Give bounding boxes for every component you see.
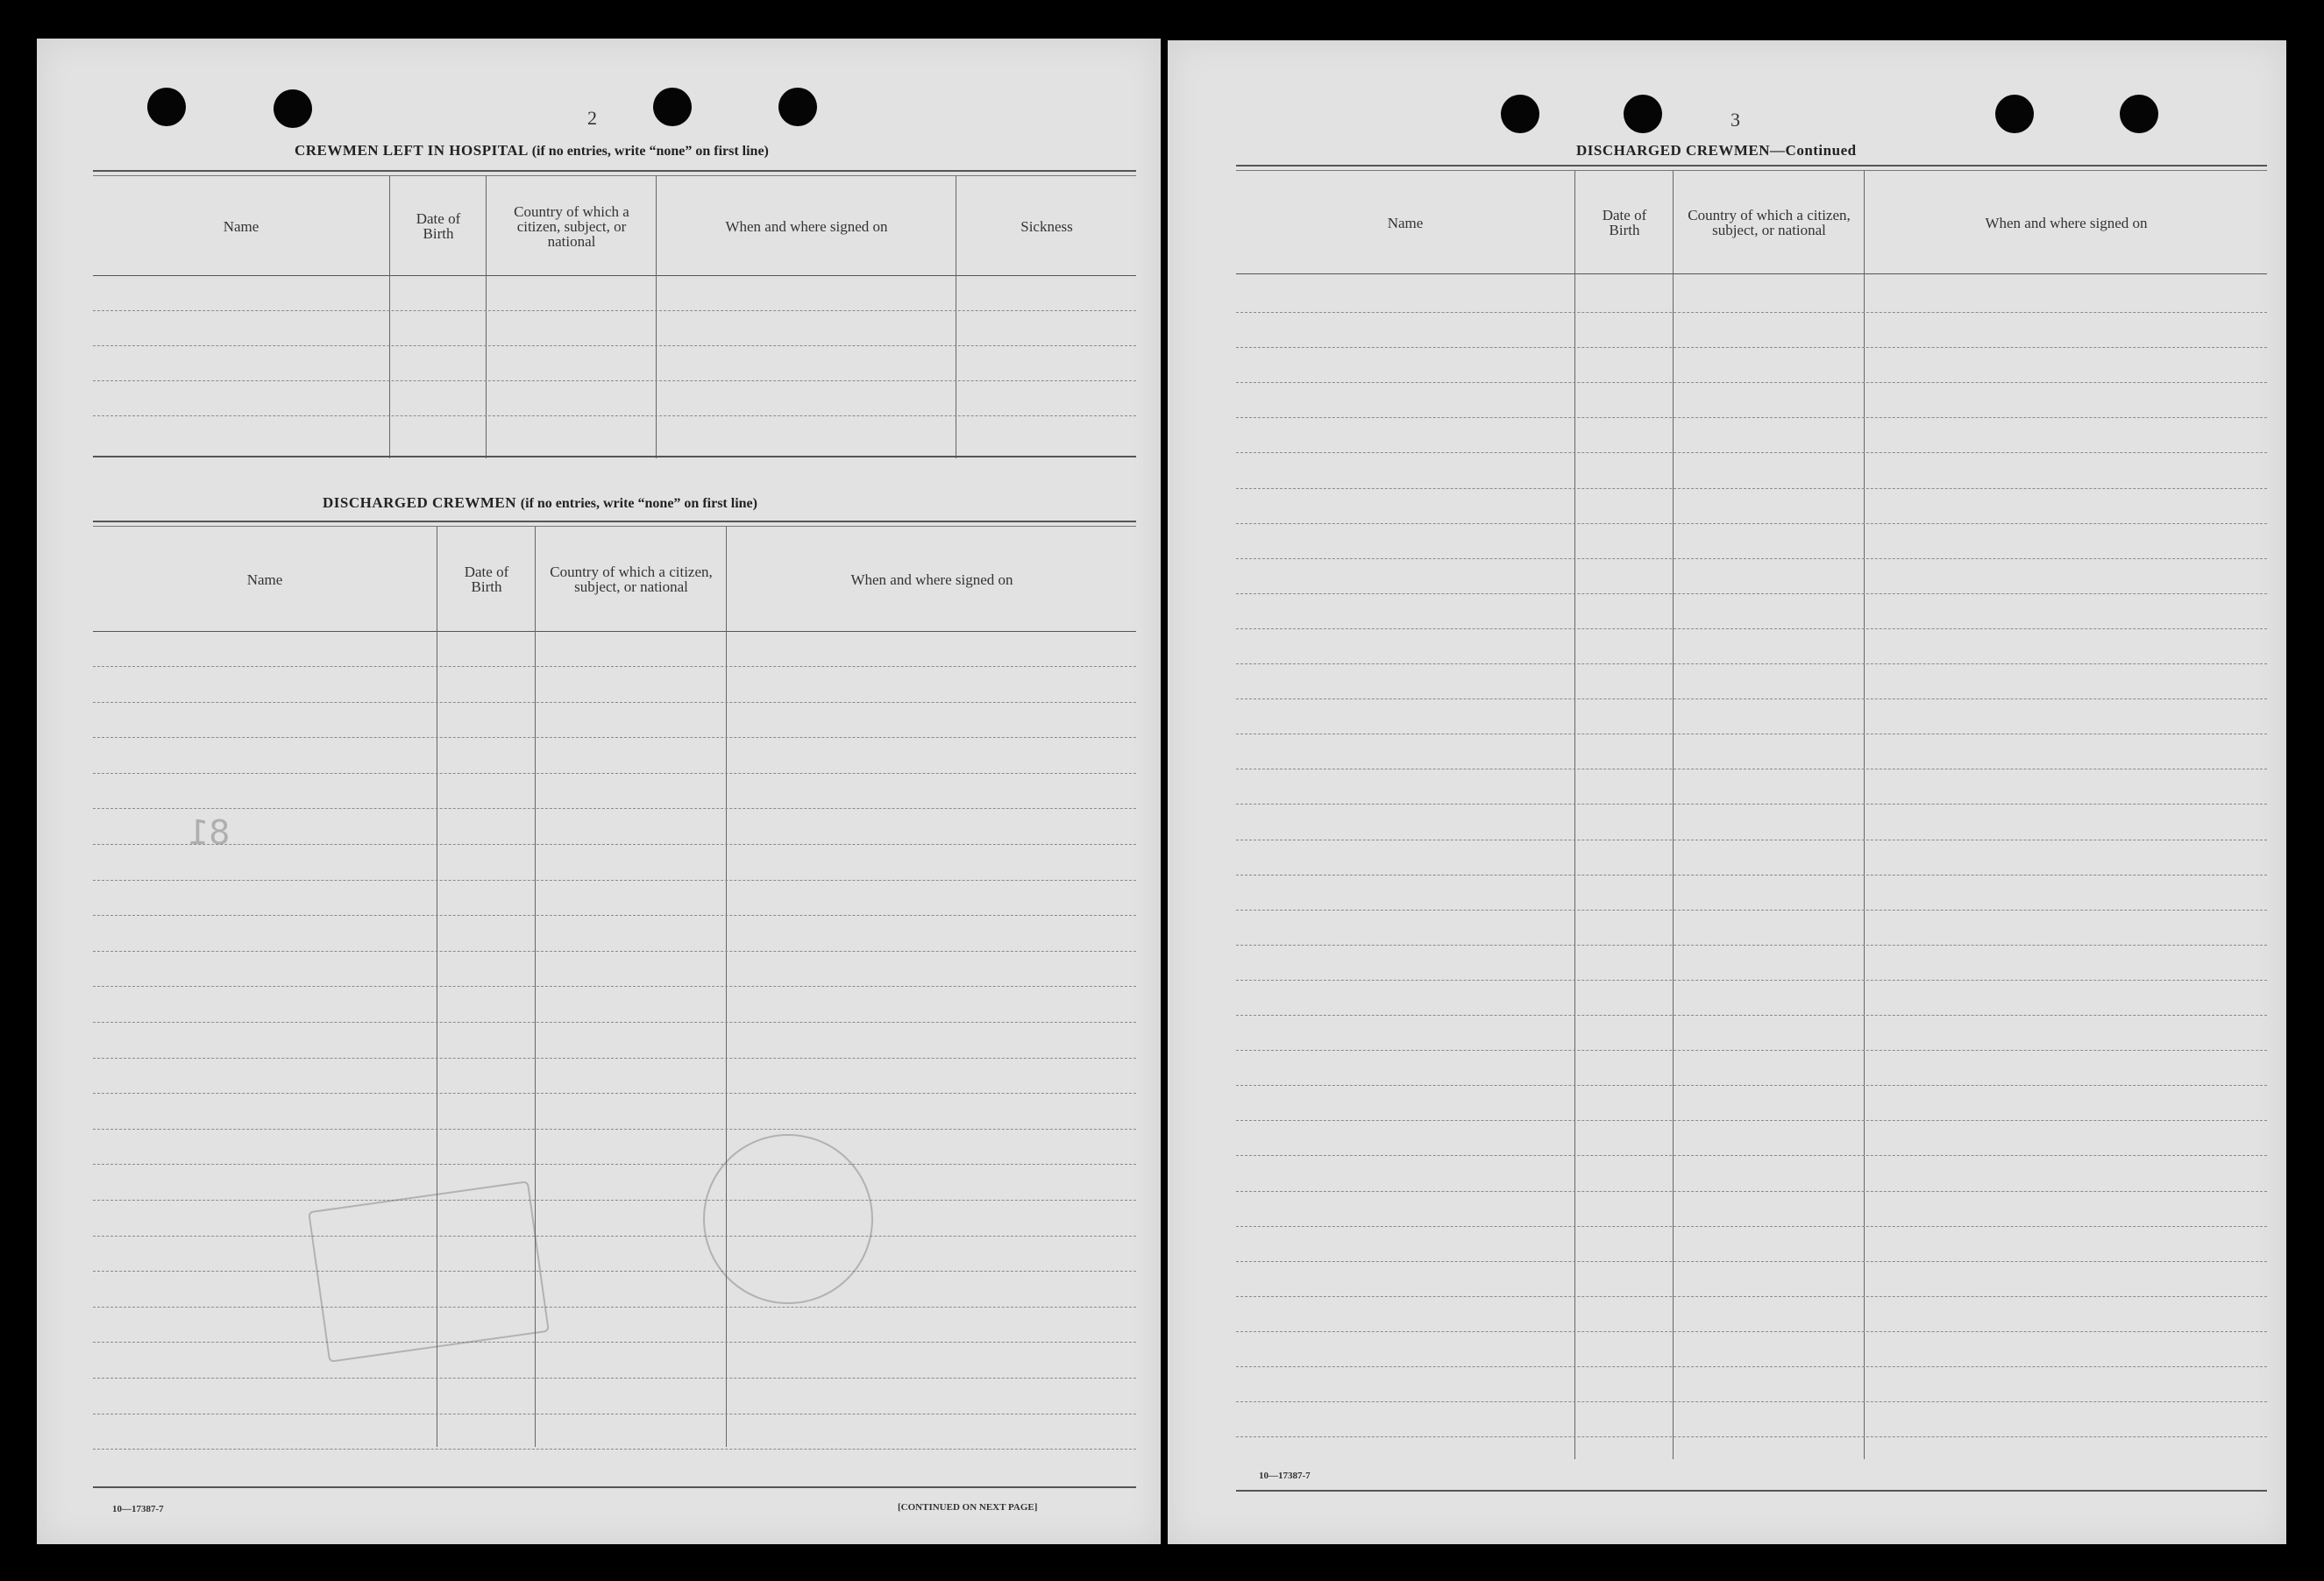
table-row [93,415,1136,416]
table-row [93,773,1136,774]
right-page [1168,40,2286,1544]
table-row [1236,945,2267,946]
column-header-when-where-signed-on: When and where signed on [1985,214,2148,231]
table-row [93,345,1136,346]
left-page [37,39,1161,1544]
punch-hole [1501,95,1539,133]
form-number: 10—17387-7 [112,1504,164,1514]
punch-hole [778,88,817,126]
table-row [93,1058,1136,1059]
discharged-title-text: DISCHARGED CREWMEN [323,494,517,511]
faded-stamp [308,1180,550,1363]
column-header-date-of-birth: Date of Birth [416,210,461,242]
column-header-when-where-signed-on: When and where signed on [725,217,888,235]
table-row [1236,875,2267,876]
hospital-table [93,170,1136,503]
column-header-country: Country of which a citizen, subject, or national [514,202,629,250]
margin-mark: 81 [188,813,231,852]
table-row [1236,1191,2267,1192]
form-number: 10—17387-7 [1259,1471,1311,1481]
table-row [93,951,1136,952]
table-row [93,737,1136,738]
column-header-date-of-birth: Date of Birth [1602,207,1647,238]
table-row [1236,1015,2267,1016]
table-row [93,880,1136,881]
column-header-name: Name [246,571,283,588]
column-header-country: Country of which a citizen, subject, or national [550,564,713,595]
table-row [1236,523,2267,524]
punch-hole [147,88,186,126]
table-row [1236,452,2267,453]
hospital-section-title [295,142,769,160]
table-row [93,666,1136,667]
column-header-sickness: Sickness [1020,217,1073,235]
table-row [93,1236,1136,1237]
table-row [1236,663,2267,664]
table-row [1236,1366,2267,1367]
table-row [93,844,1136,845]
punch-hole [274,89,312,128]
table-row [1236,558,2267,559]
table-row [93,1129,1136,1130]
discharged-continued-table [1236,165,2267,1506]
page-number: 2 [587,107,597,129]
table-row [93,808,1136,809]
table-row [1236,1436,2267,1437]
table-row [93,1022,1136,1023]
table-row [93,1164,1136,1165]
page-number: 3 [1731,109,1740,131]
table-row [93,915,1136,916]
hospital-title-note: (if no entries, write “none” on first line) [531,144,769,159]
table-row [93,1200,1136,1201]
table-row [1236,1296,2267,1297]
discharged-table [93,521,1136,1502]
table-row [1236,417,2267,418]
discharged-section-title [323,494,757,512]
table-row [93,1271,1136,1272]
table-row [93,1307,1136,1308]
continued-note: [CONTINUED ON NEXT PAGE] [898,1502,1038,1513]
table-row [1236,382,2267,383]
hospital-title-text: CREWMEN LEFT IN HOSPITAL [295,142,528,159]
table-row [1236,1120,2267,1121]
punch-hole [2120,95,2158,133]
table-row [1236,488,2267,489]
table-row [93,1449,1136,1450]
table-row [93,1342,1136,1343]
table-row [1236,312,2267,313]
table-row [1236,1331,2267,1332]
column-header-country: Country of which a citizen, subject, or national [1688,207,1851,238]
table-row [1236,980,2267,981]
discharged-continued-title: DISCHARGED CREWMEN—Continued [1576,142,1857,159]
punch-hole [653,88,692,126]
table-row [93,986,1136,987]
table-row [1236,1085,2267,1086]
table-row [1236,698,2267,699]
table-row [1236,628,2267,629]
table-row [1236,804,2267,805]
table-row [1236,1226,2267,1227]
table-row [93,380,1136,381]
table-row [93,310,1136,311]
table-row [93,1378,1136,1379]
table-row [1236,347,2267,348]
table-row [93,1093,1136,1094]
column-header-when-where-signed-on: When and where signed on [850,571,1013,588]
column-header-name: Name [1387,214,1424,231]
punch-hole [1995,95,2034,133]
punch-hole [1624,95,1662,133]
table-row [1236,1401,2267,1402]
table-row [1236,1050,2267,1051]
table-row [1236,1261,2267,1262]
table-row [1236,910,2267,911]
column-header-date-of-birth: Date of Birth [464,564,509,595]
table-row [1236,593,2267,594]
table-row [93,702,1136,703]
faded-stamp [703,1134,873,1304]
discharged-title-note: (if no entries, write “none” on first line) [520,496,757,511]
table-row [1236,1155,2267,1156]
column-header-name: Name [223,217,259,235]
